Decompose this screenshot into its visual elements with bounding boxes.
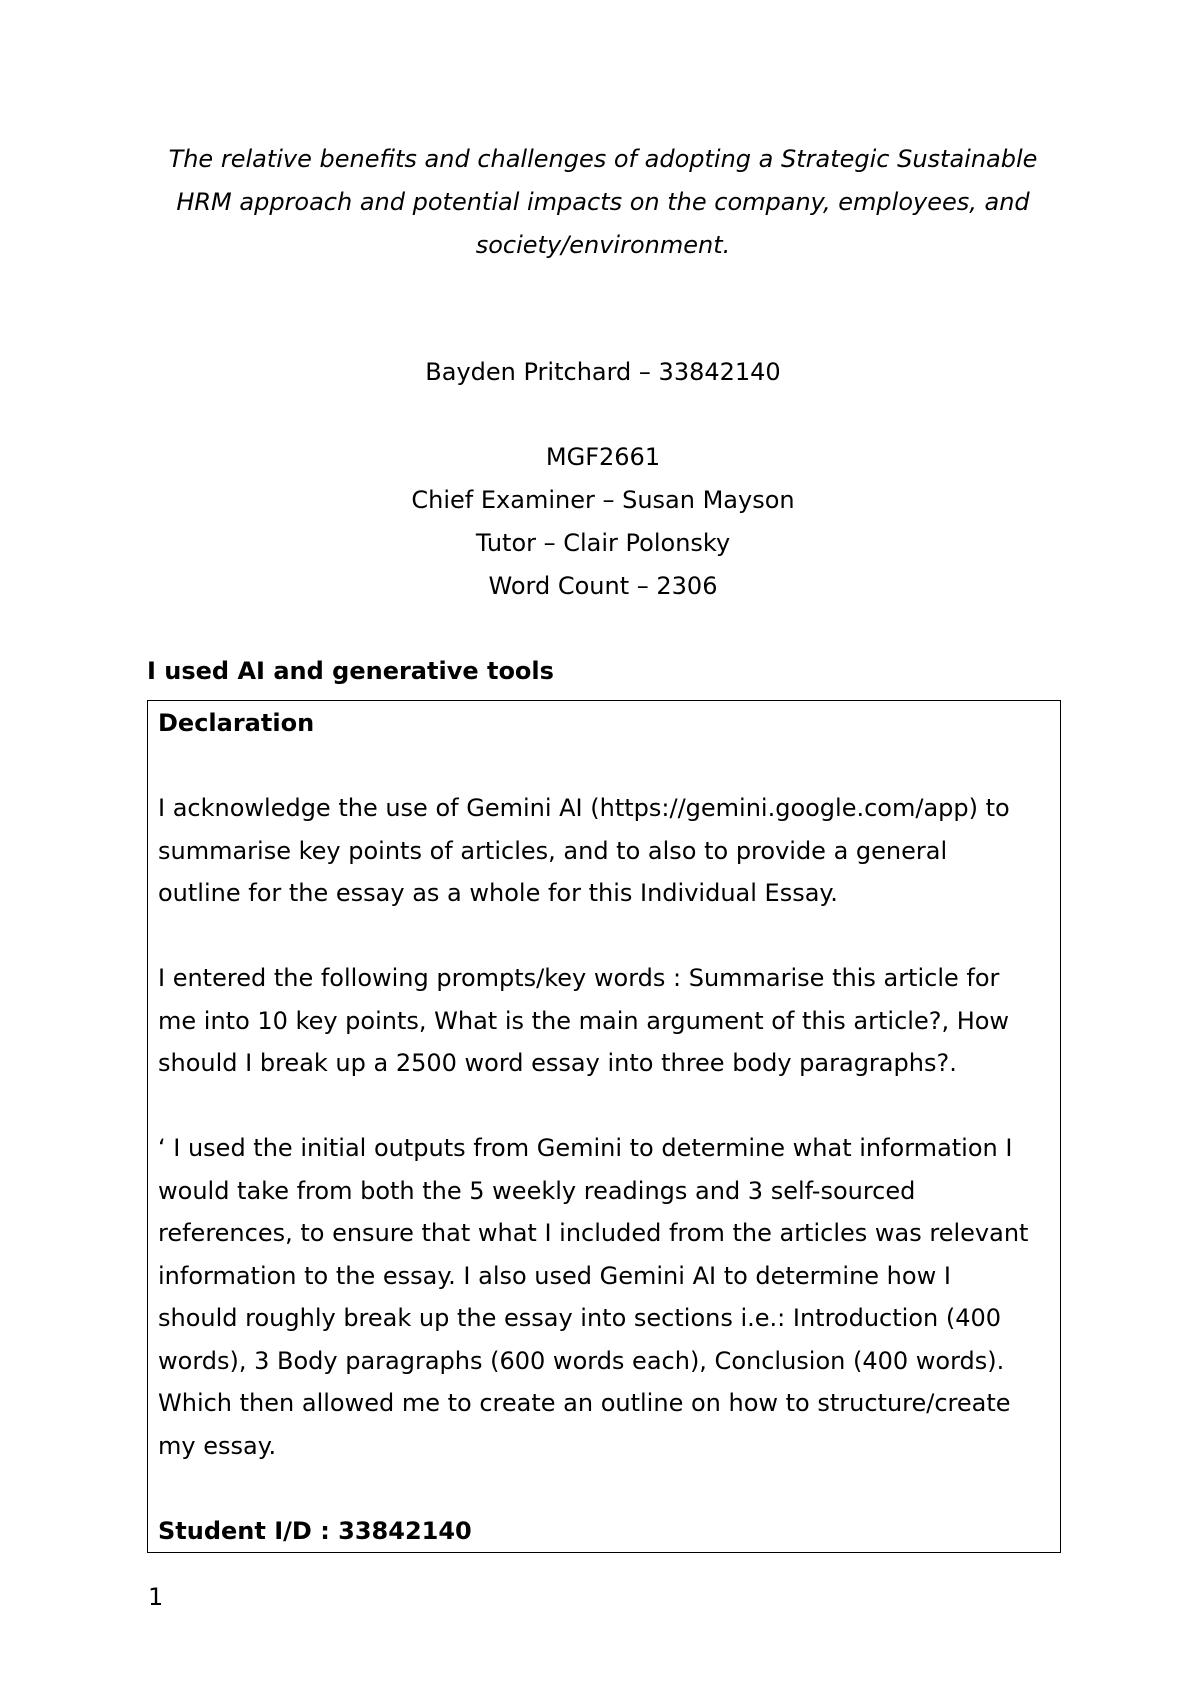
spacer — [158, 745, 1050, 788]
declaration-line: summarise key points of articles, and to also to provide a general — [158, 836, 948, 865]
page-number: 1 — [148, 1583, 164, 1611]
declaration-line: words), 3 Body paragraphs (600 words each), Conclusion (400 words). — [158, 1346, 1005, 1375]
declaration-line: would take from both the 5 weekly readings and 3 self-sourced — [158, 1176, 916, 1205]
declaration-line: outline for the essay as a whole for this Individual Essay. — [158, 879, 838, 907]
spacer — [158, 915, 1050, 958]
chief-examiner: Chief Examiner – Susan Mayson — [411, 486, 795, 514]
author-line: Bayden Pritchard – 33842140 — [425, 358, 781, 386]
declaration-line: my essay. — [158, 1431, 277, 1460]
word-count: Word Count – 2306 — [488, 572, 718, 600]
declaration-line: I entered the following prompts/key words : Summarise this article for — [158, 964, 1000, 992]
tutor: Tutor – Clair Polonsky — [475, 529, 731, 557]
ai-usage-heading: I used AI and generative tools — [147, 657, 554, 685]
declaration-line: Which then allowed me to create an outline on how to structure/create — [158, 1389, 1011, 1417]
declaration-line: information to the essay. I also used Gemini AI to determine how I — [158, 1261, 951, 1290]
student-id: Student I/D : 33842140 — [158, 1516, 472, 1545]
spacer — [158, 1085, 1050, 1128]
unit-code: MGF2661 — [545, 443, 661, 471]
declaration-line: references, to ensure that what I included from the articles was relevant — [158, 1219, 1029, 1247]
spacer — [158, 1467, 1050, 1510]
declaration-line: me into 10 key points, What is the main argument of this article?, How — [158, 1006, 1010, 1035]
declaration-line: ‘ I used the initial outputs from Gemini to determine what information I — [158, 1134, 1013, 1162]
declaration-line: I acknowledge the use of Gemini AI (https://gemini.google.com/app) to — [158, 794, 1010, 822]
essay-title — [120, 138, 1086, 267]
declaration-box — [147, 700, 1061, 1553]
title-line: The relative benefits and challenges of adopting a Strategic Sustainable — [168, 145, 1038, 173]
course-details — [0, 436, 1200, 608]
declaration-line: should I break up a 2500 word essay into three body paragraphs?. — [158, 1049, 957, 1077]
declaration-title: Declaration — [158, 709, 315, 737]
title-line: HRM approach and potential impacts on the company, employees, and — [176, 188, 1030, 216]
title-line: society/environment. — [475, 231, 731, 259]
declaration-line: should roughly break up the essay into sections i.e.: Introduction (400 — [158, 1304, 1002, 1332]
